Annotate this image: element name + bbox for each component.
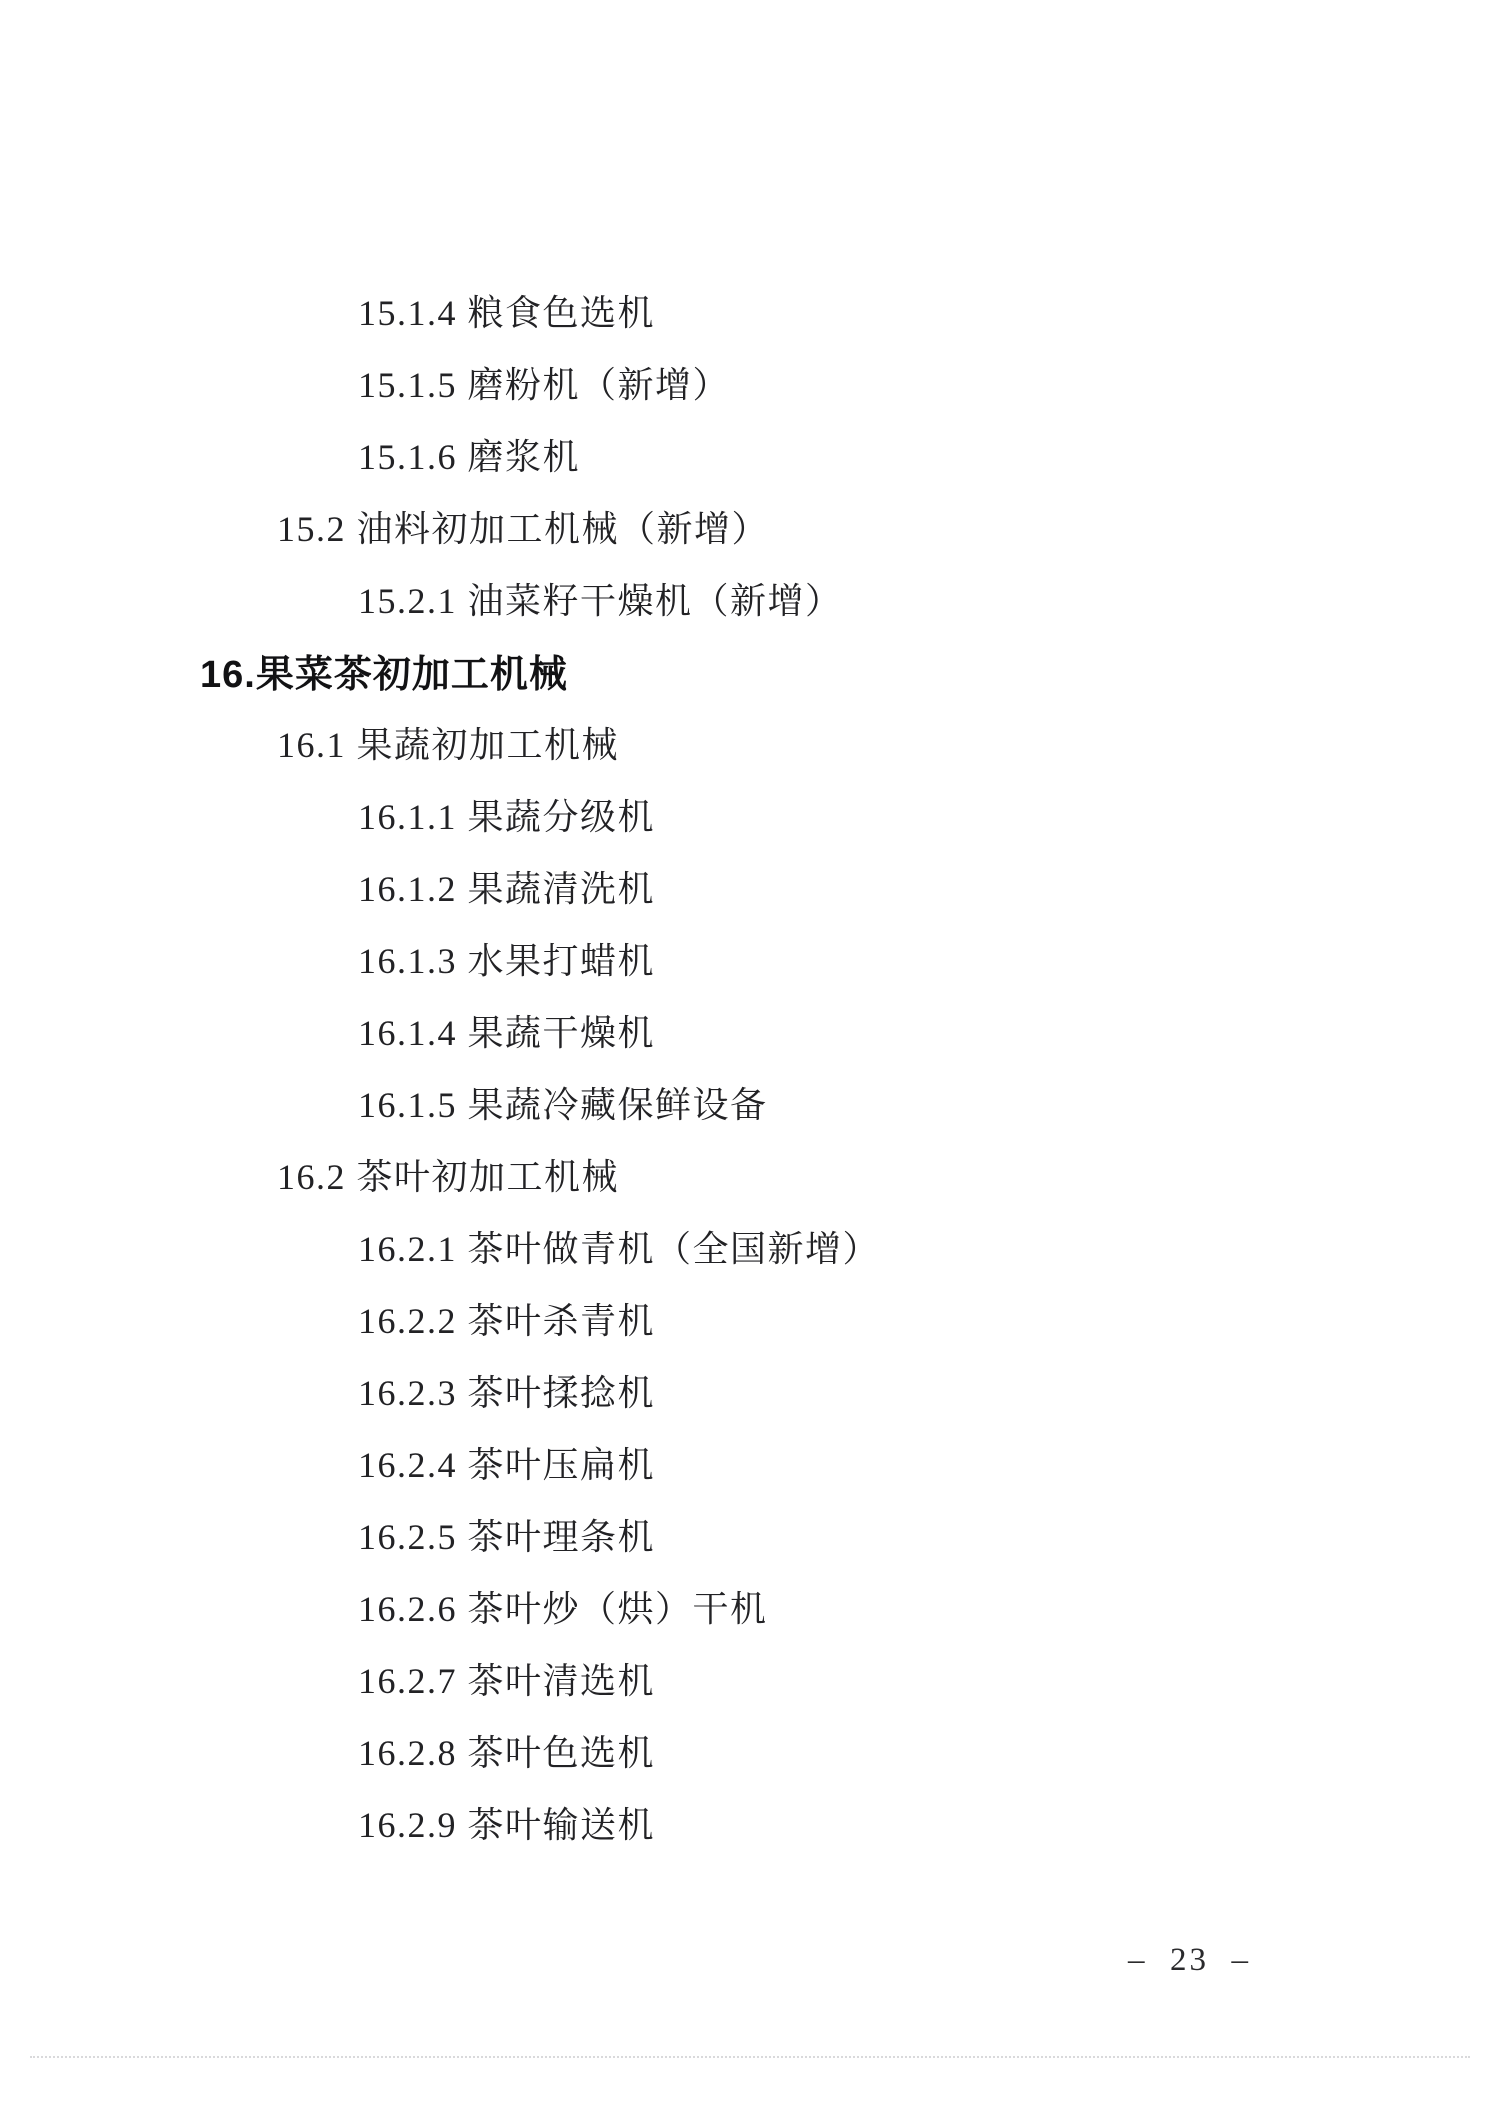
item-16-2-4: 16.2.4 茶叶压扁机 (358, 1444, 656, 1485)
item-15-1-6: 15.1.6 磨浆机 (358, 436, 581, 477)
item-16-1: 16.1 果蔬初加工机械 (277, 724, 620, 765)
item-16-2-2: 16.2.2 茶叶杀青机 (358, 1300, 656, 1341)
item-16-2-9: 16.2.9 茶叶输送机 (358, 1804, 656, 1845)
item-15-2-1: 15.2.1 油菜籽干燥机（新增） (358, 580, 843, 621)
page-number: – 23 – (1128, 1942, 1251, 1978)
item-16-2-6: 16.2.6 茶叶炒（烘）干机 (358, 1588, 768, 1629)
item-16-1-3: 16.1.3 水果打蜡机 (358, 940, 656, 981)
item-16-1-2: 16.1.2 果蔬清洗机 (358, 868, 656, 909)
section-heading-16: 16.果菜茶初加工机械 (200, 653, 568, 696)
machinery-list (0, 274, 1487, 1858)
item-15-1-4: 15.1.4 粮食色选机 (358, 292, 656, 333)
scan-artifact-line (30, 2056, 1470, 2058)
item-16-1-1: 16.1.1 果蔬分级机 (358, 796, 656, 837)
item-16-2-7: 16.2.7 茶叶清选机 (358, 1660, 656, 1701)
item-16-2: 16.2 茶叶初加工机械 (277, 1156, 620, 1197)
item-16-2-3: 16.2.3 茶叶揉捻机 (358, 1372, 656, 1413)
item-15-1-5: 15.1.5 磨粉机（新增） (358, 364, 731, 405)
item-16-1-4: 16.1.4 果蔬干燥机 (358, 1012, 656, 1053)
item-16-2-8: 16.2.8 茶叶色选机 (358, 1732, 656, 1773)
item-16-2-5: 16.2.5 茶叶理条机 (358, 1516, 656, 1557)
item-16-1-5: 16.1.5 果蔬冷藏保鲜设备 (358, 1084, 768, 1125)
item-15-2: 15.2 油料初加工机械（新增） (277, 508, 770, 549)
item-16-2-1: 16.2.1 茶叶做青机（全国新增） (358, 1228, 881, 1269)
